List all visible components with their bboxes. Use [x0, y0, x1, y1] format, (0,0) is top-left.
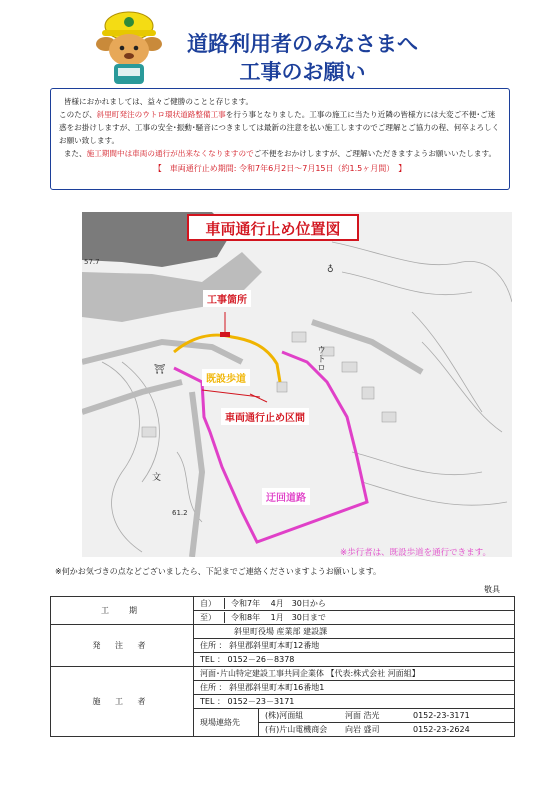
notice-greeting: 皆様におかれましては、益々ご健勝のことと存じます。 [63, 97, 254, 106]
info-table [50, 596, 515, 737]
contact-note: ※何かお気づきの点などございましたら、下記までご連絡くださいますようお願いします。 [55, 567, 382, 576]
map-drawing [82, 212, 512, 557]
page-title: 道路利用者のみなさまへ [187, 32, 418, 56]
site-contact-label: 現場連絡先 [200, 718, 240, 727]
contact-row: (有)片山電機商会 向岩 盛司 0152-23-2624 [258, 722, 514, 736]
contractor-tel: TEL ： 0152－23－3171 [194, 695, 515, 709]
contact-row: (株)河面組 河面 浩光 0152-23-3171 [258, 709, 514, 722]
notice-body: このたび、斜里町発注のウトロ環状道路整備工事を行う事となりました。工事の施工に当たり近隣の皆様方には大変ご不便･ご迷惑をお掛けしますが、工事の安全･振動･騒音につきましては最新の注意を払い施工しますのでご理解とご協力の程、何卒よろしくお願い致します。 [59, 110, 500, 145]
period-head: 工 期 [51, 597, 194, 625]
notice-closure: また、施工期間中は車両の通行が出来なくなりますのでご不便をおかけしますが、ご理解いただきますようお願いいたします。 [63, 149, 497, 158]
map-title: 車両通行止め位置図 [187, 214, 359, 241]
period-to: 至） 令和8年 1月 30日まで [194, 611, 515, 625]
site-contacts [194, 709, 515, 737]
label-closed-section: 車両通行止め区間 [221, 408, 309, 425]
label-detour: 迂回道路 [262, 488, 310, 505]
pedestrian-note: ※歩行者は、既設歩道を通行できます。 [340, 548, 491, 558]
contractor-name: 河面･片山特定建設工事共同企業体 【代表:株式会社 河面組】 [194, 667, 515, 681]
closure-period: 【 車両通行止め期間: 令和7年6月2日～7月15日（約1.5ヶ月間） 】 [153, 164, 407, 173]
notice-box [50, 88, 510, 190]
elevation-2: 61.2 [172, 509, 188, 517]
page-subtitle: 工事のお願い [239, 60, 366, 84]
client-tel: TEL ： 0152－26－8378 [194, 653, 515, 667]
closure-warning: 施工期間中は車両の通行が出来なくなりますので [86, 149, 254, 158]
elevation-1: 57.7 [84, 258, 100, 266]
client-name: 斜里町役場 産業部 建設課 [194, 625, 515, 639]
period-from: 自） 令和7年 4月 30日から [194, 597, 515, 611]
closing: 敬具 [484, 585, 500, 594]
client-head: 発 注 者 [51, 625, 194, 667]
contractor-head: 施 工 者 [51, 667, 194, 737]
location-map [82, 212, 512, 557]
project-name: 斜里町発注のウトロ環状道路整備工事 [96, 110, 226, 119]
contractor-address: 住所 ： 斜里郡斜里町本町16番地1 [194, 681, 515, 695]
svg-text:♁: ♁ [327, 265, 334, 275]
client-address: 住所 ： 斜里郡斜里町本町12番地 [194, 639, 515, 653]
place-name: ウトロ [315, 345, 325, 372]
label-existing-sidewalk: 既設歩道 [202, 369, 250, 386]
svg-text:文: 文 [152, 473, 162, 483]
label-construction-site: 工事箇所 [203, 290, 251, 307]
svg-text:⛩: ⛩ [154, 365, 166, 375]
